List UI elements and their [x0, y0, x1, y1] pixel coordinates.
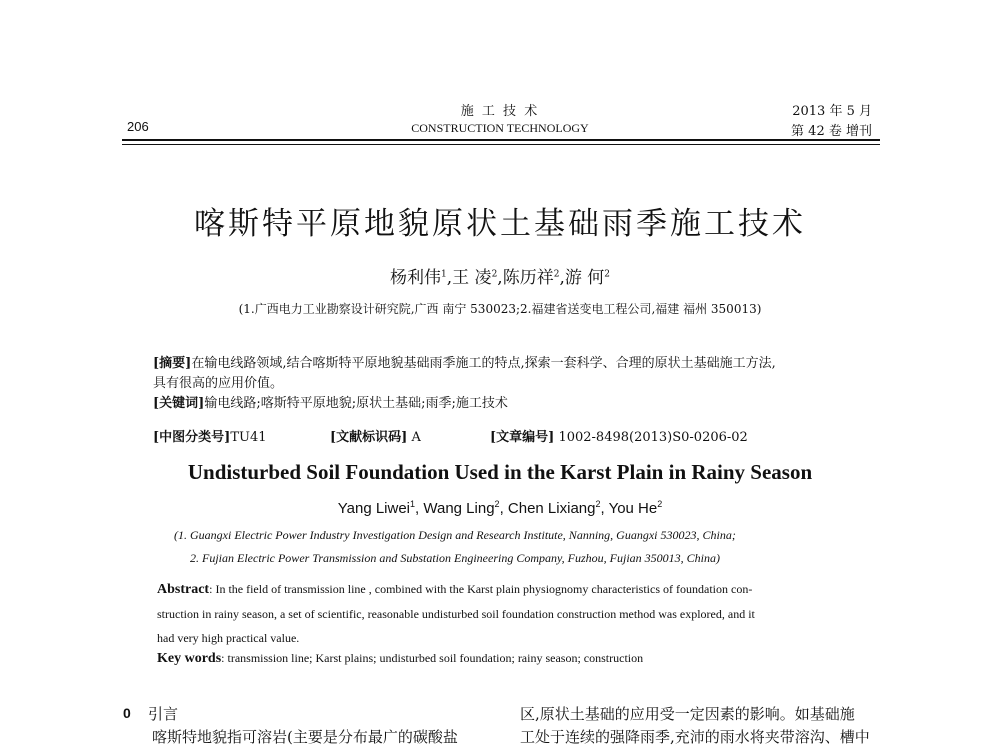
author-cn-2: 王 凌: [452, 268, 492, 288]
body-right-line-2: 工处于连续的强降雨季,充沛的雨水将夹带溶沟、槽中: [520, 728, 870, 746]
author-cn-3: 陈历祥: [502, 268, 554, 288]
body-right-line-1: 区,原状土基础的应用受一定因素的影响。如基础施: [520, 705, 855, 723]
keywords-cn: [关键词]输电线路;喀斯特平原地貌;原状土基础;雨季;施工技术: [153, 396, 508, 411]
journal-name-cn: 施 工 技 术: [460, 104, 540, 119]
section-title: 引言: [148, 705, 179, 723]
clc-number: [中图分类号]TU41: [153, 430, 267, 445]
affiliation-en-2: 2. Fujian Electric Power Transmission and Substation Engineering Company, Fuzhou, Fujian 350013, China): [190, 551, 720, 565]
title-en: Undisturbed Soil Foundation Used in the Karst Plain in Rainy Season: [187, 460, 813, 484]
abstract-cn-label: [摘要]: [153, 356, 192, 371]
article-number: [文章编号] 1002-8498(2013)S0-0206-02: [490, 430, 748, 445]
keywords-en-label: Key words: [157, 651, 222, 666]
authors-en: Yang Liwei$^1$, Wang Ling$^2$, Chen Lixiang$^2$, You He$^2$: [337, 499, 663, 517]
authors-cn: 杨利伟$^1$,王 凌$^2$,陈历祥$^2$,游 何$^2$: [390, 268, 610, 288]
keywords-cn-label: [关键词]: [153, 396, 205, 411]
header-rule-bottom: [122, 144, 880, 145]
affiliations-cn: (1.广西电力工业勘察设计研究院,广西 南宁 530023;2.福建省送变电工程公司,福建 福州 350013): [238, 302, 762, 316]
author-cn-4: 游 何: [564, 268, 605, 288]
keywords-en: Key words: transmission line; Karst plains; undisturbed soil foundation; rainy season; construction: [157, 651, 644, 666]
abstract-en: Abstract: In the field of transmission line , combined with the Karst plain physiognomy characteristics of foundation con- struction in rainy season, a set of scientific, reasonable undisturbed soil foundation construction method was explored, and it had very high practical value.: [157, 582, 755, 645]
title-cn: 喀斯特平原地貌原状土基础雨季施工技术: [194, 206, 806, 242]
abstract-en-label: Abstract: [157, 582, 210, 597]
issue-volume: 第 42 卷 增刊: [791, 124, 872, 139]
abstract-cn: [摘要]在输电线路领域,结合喀斯特平原地貌基础雨季施工的特点,探索一套科学、合理的原状土基础施工方法, 具有很高的应用价值。 [关键词]输电线路;喀斯特平原地貌;原状土基础;雨季;施工技术: [153, 354, 873, 414]
section-number: 0: [123, 705, 131, 721]
issue-date: 2013 年 5 月: [792, 104, 872, 119]
header-rule-top: [122, 139, 880, 141]
page-number: 206: [127, 119, 149, 134]
journal-name-en: CONSTRUCTION TECHNOLOGY: [411, 121, 589, 135]
author-cn-1: 杨利伟: [390, 268, 442, 288]
body-left-line-1: 喀斯特地貌指可溶岩(主要是分布最广的碳酸盐: [152, 728, 458, 746]
affiliation-en-1: (1. Guangxi Electric Power Industry Investigation Design and Research Institute, Nanning, Guangxi 530023, China;: [174, 528, 736, 542]
document-code: [文献标识码] A: [330, 430, 421, 445]
